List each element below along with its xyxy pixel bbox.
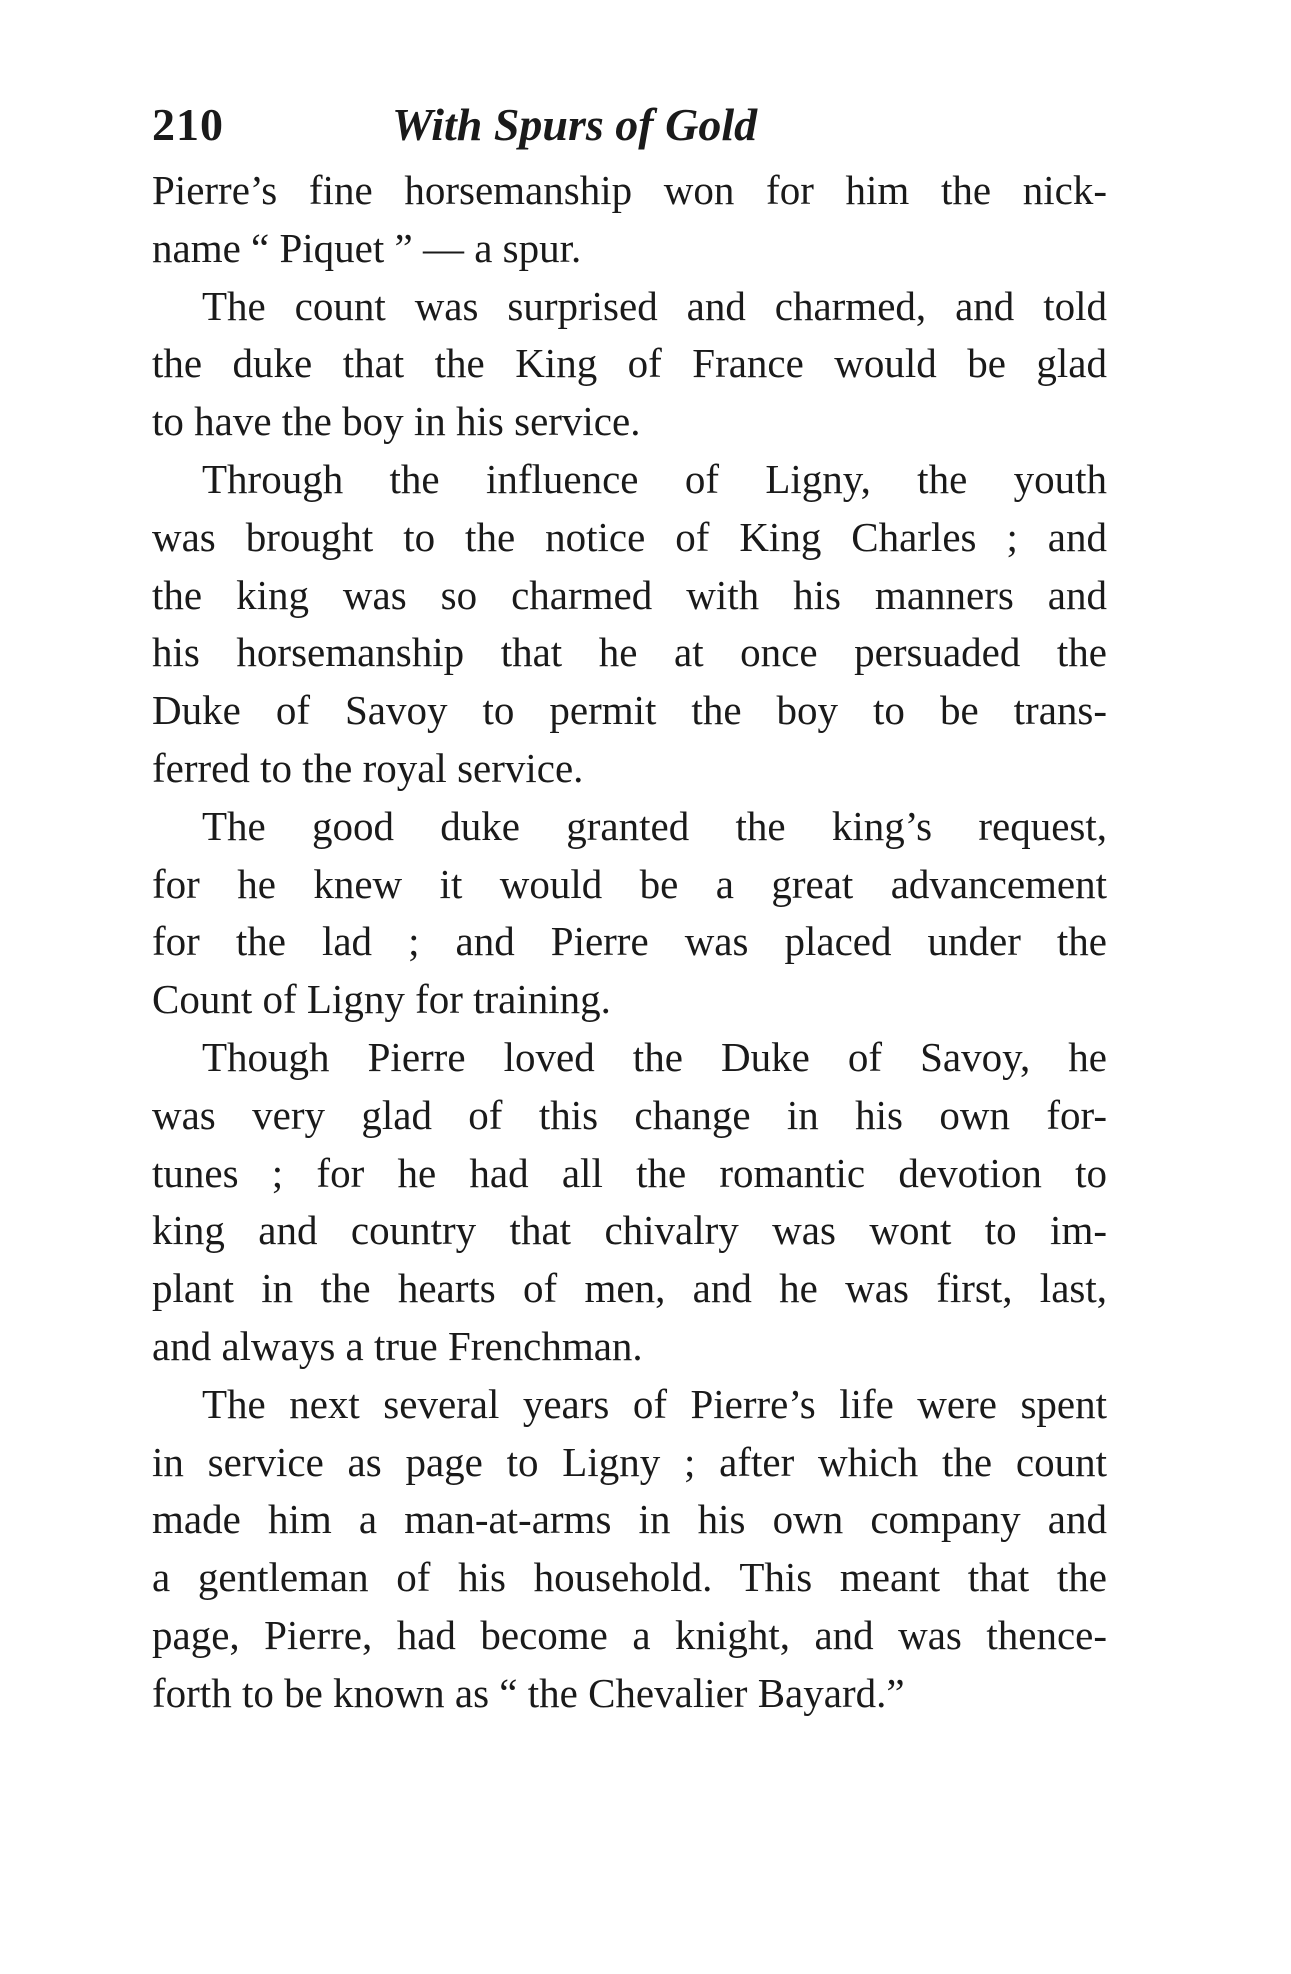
text-line: tunes ; for he had all the romantic devotion to — [152, 1149, 1107, 1196]
text-line: Count of Ligny for training. — [152, 976, 611, 1023]
paragraph — [152, 1029, 1107, 1376]
text-line: for the lad ; and Pierre was placed under the — [152, 918, 1107, 965]
paragraph — [152, 278, 1107, 451]
paragraph — [152, 798, 1107, 1029]
text-line: plant in the hearts of men, and he was first, last, — [152, 1265, 1107, 1312]
text-line: Through the influence of Ligny, the youth — [202, 455, 1107, 502]
page-number: 210 — [152, 99, 224, 150]
text-line: the duke that the King of France would be glad — [152, 340, 1107, 387]
book-title: With Spurs of Gold — [392, 99, 758, 150]
paragraph — [152, 451, 1107, 798]
text-line: and always a true Frenchman. — [152, 1322, 643, 1369]
text-line: a gentleman of his household. This meant that the — [152, 1554, 1107, 1601]
text-line: king and country that chivalry was wont to im- — [152, 1207, 1107, 1254]
text-line: Duke of Savoy to permit the boy to be trans- — [152, 687, 1107, 734]
body-text — [152, 162, 1107, 1723]
text-line: ferred to the royal service. — [152, 744, 584, 791]
paragraph — [152, 162, 1107, 278]
book-page — [152, 90, 1107, 1723]
text-line: Though Pierre loved the Duke of Savoy, he — [202, 1033, 1107, 1080]
text-line: to have the boy in his service. — [152, 398, 641, 445]
text-line: made him a man-at-arms in his own company and — [152, 1496, 1107, 1543]
text-line: in service as page to Ligny ; after which the count — [152, 1438, 1107, 1485]
text-line: was brought to the notice of King Charles ; and — [152, 513, 1107, 560]
text-line: forth to be known as “ the Chevalier Bayard.” — [152, 1669, 905, 1716]
text-line: The next several years of Pierre’s life were spent — [202, 1380, 1107, 1427]
paragraph — [152, 1376, 1107, 1723]
text-line: The count was surprised and charmed, and told — [202, 282, 1107, 329]
text-line: his horsemanship that he at once persuaded the — [152, 629, 1107, 676]
text-line: for he knew it would be a great advancement — [152, 860, 1107, 907]
text-line: name “ Piquet ” — a spur. — [152, 224, 582, 271]
text-line: the king was so charmed with his manners and — [152, 571, 1107, 618]
text-line: Pierre’s fine horsemanship won for him the nick- — [152, 167, 1107, 213]
running-head — [152, 90, 1107, 160]
text-line: page, Pierre, had become a knight, and was thence- — [152, 1611, 1107, 1658]
text-line: was very glad of this change in his own for- — [152, 1091, 1107, 1138]
text-line: The good duke granted the king’s request, — [202, 802, 1107, 849]
